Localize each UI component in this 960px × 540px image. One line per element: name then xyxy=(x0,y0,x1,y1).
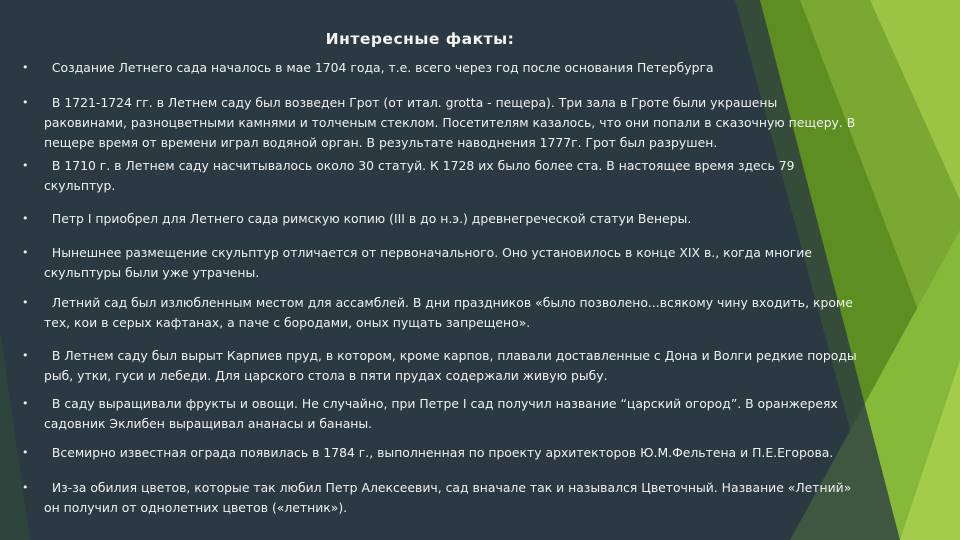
fact-text-line: садовник Эклибен выращивал ананасы и бананы. xyxy=(44,416,373,431)
fact-text-line: тех, кои в серых кафтанах, а паче с бородами, оных пущать запрещено». xyxy=(44,315,531,330)
slide-title: Интересные факты: xyxy=(325,30,515,48)
fact-text-line: Нынешнее размещение скульптур отличается от первоначального. Оно установилось в конце XIX в., когда многие xyxy=(44,245,812,260)
fact-text-line: скульптуры были уже утрачены. xyxy=(44,265,260,280)
fact-text-line: В саду выращивали фрукты и овощи. Не случайно, при Петре I сад получил название “царский огород”. В оранжереях xyxy=(44,396,838,411)
fact-text-line: пещере время от времени играл водяной орган. В результате наводнения 1777г. Грот был разрушен. xyxy=(44,135,718,150)
fact-text-line: Из-за обилия цветов, которые так любил Петр Алексеевич, сад вначале так и назывался Цветочный. Название «Летний» xyxy=(44,480,852,495)
bullet-marker: • xyxy=(22,349,29,362)
fact-text-line: Петр I приобрел для Летнего сада римскую копию (III в до н.э.) древнегреческой статуи Венеры. xyxy=(44,211,692,226)
fact-text-line: раковинами, разноцветными камнями и толченым стеклом. Посетителям казалось, что они попали в сказочную пещеру. В xyxy=(44,115,856,130)
fact-text-line: Летний сад был излюбленным местом для ассамблей. В дни праздников «было позволено...всякому чину входить, кроме xyxy=(44,295,853,310)
fact-text-line: скульптур. xyxy=(44,178,116,193)
bullet-marker: • xyxy=(22,159,29,172)
fact-text-line: В Летнем саду был вырыт Карпиев пруд, в котором, кроме карпов, плавали доставленные с Дона и Волги редкие породы xyxy=(44,348,857,363)
bullet-marker: • xyxy=(22,212,29,225)
bullet-marker: • xyxy=(22,96,29,109)
bullet-marker: • xyxy=(22,296,29,309)
bullet-marker: • xyxy=(22,246,29,259)
fact-text-line: Всемирно известная ограда появилась в 1784 г., выполненная по проекту архитекторов Ю.М.Фельтена и П.Е.Егорова. xyxy=(44,445,834,460)
bullet-marker: • xyxy=(22,397,29,410)
fact-text-line: В 1721-1724 гг. в Летнем саду был возведен Грот (от итал. grotta - пещера). Три зала в Гроте были украшены xyxy=(44,95,778,110)
bullet-marker: • xyxy=(22,481,29,494)
fact-text-line: Создание Летнего сада началось в мае 1704 года, т.е. всего через год после основания Петербурга xyxy=(44,60,714,75)
bullet-marker: • xyxy=(22,446,29,459)
fact-text-line: рыб, утки, гуси и лебеди. Для царского стола в пяти прудах содержали живую рыбу. xyxy=(44,368,608,383)
bullet-marker: • xyxy=(22,61,29,74)
fact-text-line: В 1710 г. в Летнем саду насчитывалось около 30 статуй. К 1728 их было более ста. В настоящее время здесь 79 xyxy=(44,158,795,173)
fact-text-line: он получил от однолетних цветов («летник»). xyxy=(44,500,348,515)
